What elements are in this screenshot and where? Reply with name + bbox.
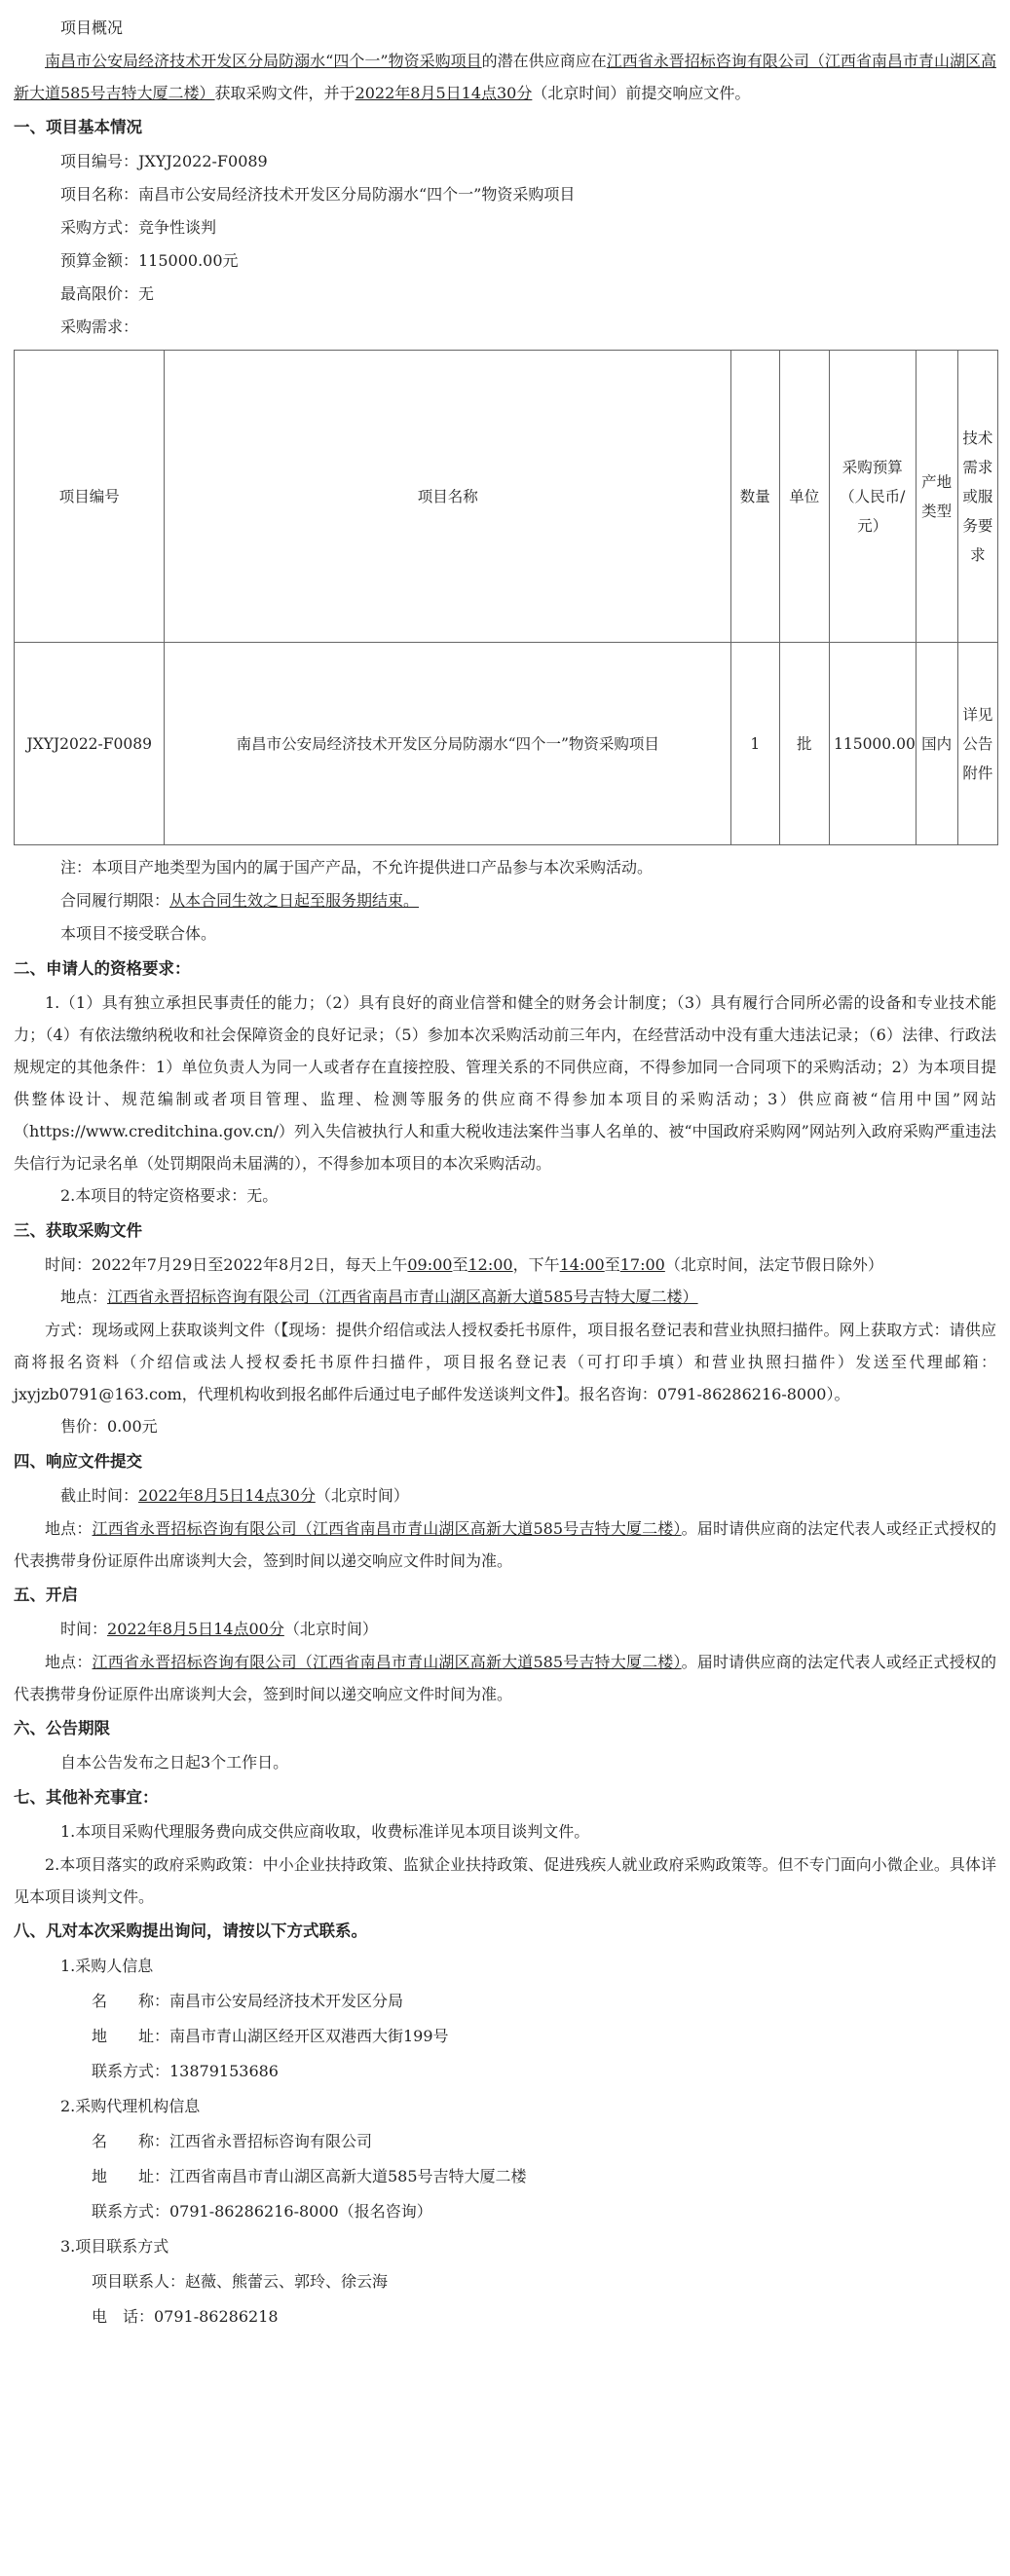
opening-time-label: 时间： bbox=[60, 1620, 108, 1638]
opening-place bbox=[14, 1646, 996, 1710]
project-name: 项目名称：南昌市公安局经济技术开发区分局防溺水“四个一”物资采购项目 bbox=[60, 185, 576, 204]
contact-phone: 电 话：0791-86286218 bbox=[92, 2307, 279, 2326]
section-2-heading: 二、申请人的资格要求： bbox=[14, 959, 191, 978]
submission-deadline bbox=[14, 1479, 996, 1512]
cell-quantity: 1 bbox=[731, 643, 779, 845]
cell-tech-requirements: 详见公告附件 bbox=[957, 643, 997, 845]
obtain-time bbox=[14, 1249, 996, 1281]
overview-text-1: 的潜在供应商应在 bbox=[481, 52, 607, 70]
deadline-label: 截止时间： bbox=[60, 1486, 139, 1505]
contact-people: 项目联系人：赵薇、熊蕾云、郭玲、徐云海 bbox=[92, 2272, 389, 2291]
header-budget: 采购预算（人民币/元） bbox=[829, 351, 916, 643]
section-4-heading: 四、响应文件提交 bbox=[14, 1452, 142, 1471]
contract-period-label: 合同履行期限： bbox=[60, 891, 170, 910]
opening-place-value: 江西省永晋招标咨询有限公司（江西省南昌市青山湖区高新大道585号吉特大厦二楼） bbox=[92, 1653, 682, 1671]
project-code: 项目编号：JXYJ2022-F0089 bbox=[60, 152, 268, 170]
overview-title: 项目概况 bbox=[60, 19, 124, 37]
opening-time bbox=[14, 1613, 996, 1646]
supplement-item-1: 1.本项目采购代理服务费向成交供应商收取，收费标准详见本项目谈判文件。 bbox=[60, 1822, 590, 1841]
obtain-time-to-1: 至 bbox=[452, 1255, 468, 1274]
agency-title: 2.采购代理机构信息 bbox=[60, 2097, 201, 2115]
cell-origin-type: 国内 bbox=[916, 643, 957, 845]
header-project-name: 项目名称 bbox=[165, 351, 731, 643]
obtain-method: 方式：现场或网上获取谈判文件（【现场：提供介绍信或法人授权委托书原件，项目报名登记表和营业执照扫描件。网上获取方式：请供应商将报名资料（介绍信或法人授权委托书原件扫描件，项目报名登记表（可打印手填）和营业执照扫描件）发送至代理邮箱：jxyjzb0791@163.com，代理机构收到报名邮件后通过电子邮件发送谈判文件】。报名咨询：0791-86286216-8000）。 bbox=[14, 1321, 996, 1403]
header-project-code: 项目编号 bbox=[15, 351, 165, 643]
opening-place-label: 地点： bbox=[45, 1653, 93, 1671]
announcement-period: 自本公告发布之日起3个工作日。 bbox=[60, 1753, 289, 1772]
obtain-time-suffix: （北京时间，法定节假日除外） bbox=[664, 1255, 883, 1274]
deadline-value: 2022年8月5日14点30分 bbox=[138, 1486, 316, 1505]
contract-period-value: 从本合同生效之日起至服务期结束。 bbox=[169, 891, 420, 910]
budget-amount: 预算金额：115000.00元 bbox=[60, 251, 239, 270]
header-tech-requirements: 技术需求或服务要求 bbox=[957, 351, 997, 643]
obtain-place-value: 江西省永晋招标咨询有限公司（江西省南昌市青山湖区高新大道585号吉特大厦二楼） bbox=[107, 1288, 698, 1306]
submission-place-value: 江西省永晋招标咨询有限公司（江西省南昌市青山湖区高新大道585号吉特大厦二楼） bbox=[92, 1519, 682, 1538]
morning-end: 12:00 bbox=[468, 1255, 513, 1274]
table-row bbox=[15, 643, 998, 845]
section-5-heading: 五、开启 bbox=[14, 1586, 78, 1604]
section-6-heading: 六、公告期限 bbox=[14, 1719, 110, 1737]
table-note: 注：本项目产地类型为国内的属于国产产品，不允许提供进口产品参与本次采购活动。 bbox=[60, 858, 654, 877]
obtain-place-label: 地点： bbox=[60, 1288, 108, 1306]
header-origin-type: 产地类型 bbox=[916, 351, 957, 643]
purchaser-name: 名 称：南昌市公安局经济技术开发区分局 bbox=[92, 1992, 404, 2010]
purchaser-title: 1.采购人信息 bbox=[60, 1957, 154, 1975]
obtain-time-text: 时间：2022年7月29日至2022年8月2日，每天上午 bbox=[45, 1255, 408, 1274]
submission-place-suffix: 。届时请供应商的法定代表人或经正式授权的代表携带身份证原件出席谈判大会，签到时间以递交响应文件时间为准。 bbox=[14, 1519, 996, 1570]
section-7-heading: 七、其他补充事宜： bbox=[14, 1788, 159, 1807]
obtain-time-afternoon: ，下午 bbox=[512, 1255, 560, 1274]
qualification-item-2: 2.本项目的特定资格要求：无。 bbox=[60, 1186, 279, 1205]
supplement-item-2: 2.本项目落实的政府采购政策：中小企业扶持政策、监狱企业扶持政策、促进残疾人就业政府采购政策等。但不专门面向小微企业。具体详见本项目谈判文件。 bbox=[14, 1855, 996, 1906]
section-8-heading: 八、凡对本次采购提出询问，请按以下方式联系。 bbox=[14, 1922, 367, 1940]
cell-project-code: JXYJ2022-F0089 bbox=[15, 643, 165, 845]
overview-deadline: 2022年8月5日14点30分 bbox=[355, 84, 533, 102]
opening-time-suffix: （北京时间） bbox=[283, 1620, 378, 1638]
submission-place bbox=[14, 1512, 996, 1577]
opening-place-suffix: 。届时请供应商的法定代表人或经正式授权的代表携带身份证原件出席谈判大会，签到时间以递交响应文件时间为准。 bbox=[14, 1653, 996, 1703]
max-price: 最高限价：无 bbox=[60, 284, 155, 303]
document-price: 售价：0.00元 bbox=[60, 1417, 158, 1436]
agency-address: 地 址：江西省南昌市青山湖区高新大道585号吉特大厦二楼 bbox=[92, 2167, 527, 2185]
afternoon-end: 17:00 bbox=[619, 1255, 665, 1274]
consortium-note: 本项目不接受联合体。 bbox=[60, 924, 217, 943]
header-quantity: 数量 bbox=[731, 351, 779, 643]
section-3-heading: 三、获取采购文件 bbox=[14, 1221, 142, 1240]
section-1-heading: 一、项目基本情况 bbox=[14, 118, 142, 136]
agency-name: 名 称：江西省永晋招标咨询有限公司 bbox=[92, 2132, 373, 2150]
overview-project-name: 南昌市公安局经济技术开发区分局防溺水“四个一”物资采购项目 bbox=[45, 52, 482, 70]
agency-phone: 联系方式：0791-86286216-8000（报名咨询） bbox=[92, 2202, 432, 2221]
overview-agency: 江西省永晋招标咨询有限公司（江西省南昌市青山湖区高新大道585号吉特大厦二楼） bbox=[14, 52, 996, 102]
obtain-place bbox=[14, 1281, 996, 1314]
cell-project-name: 南昌市公安局经济技术开发区分局防溺水“四个一”物资采购项目 bbox=[165, 643, 731, 845]
obtain-time-to-2: 至 bbox=[604, 1255, 620, 1274]
contact-title: 3.项目联系方式 bbox=[60, 2237, 169, 2256]
purchaser-phone: 联系方式：13879153686 bbox=[92, 2062, 279, 2080]
header-unit: 单位 bbox=[779, 351, 829, 643]
contract-period bbox=[14, 884, 996, 917]
qualification-item-1: 1.（1）具有独立承担民事责任的能力；（2）具有良好的商业信誉和健全的财务会计制度；（3）具有履行合同所必需的设备和专业技术能力；（4）有依法缴纳税收和社会保障资金的良好记录；（5）参加本次采购活动前三年内，在经营活动中没有重大违法记录；（6）法律、行政法规规定的其他条件：1）单位负责人为同一人或者存在直接控股、管理关系的不同供应商，不得参加同一合同项下的采购活动；2）为本项目提供整体设计、规范编制或者项目管理、监理、检测等服务的供应商不得参加本项目的采购活动；3）供应商被“信用中国”网站（https://www.creditchina.gov.cn/）列入失信被执行人和重大税收违法案件当事人名单的、被“中国政府采购网”网站列入政府采购严重违法失信行为记录名单（处罚期限尚未届满的），不得参加本项目的本次采购活动。 bbox=[14, 993, 996, 1173]
procurement-method: 采购方式：竞争性谈判 bbox=[60, 218, 217, 237]
overview-text-3: （北京时间）前提交响应文件。 bbox=[532, 84, 751, 102]
cell-budget: 115000.00 bbox=[829, 643, 916, 845]
submission-place-label: 地点： bbox=[45, 1519, 93, 1538]
procurement-demand-label: 采购需求： bbox=[60, 317, 139, 336]
requirements-table bbox=[14, 350, 998, 845]
cell-unit: 批 bbox=[779, 643, 829, 845]
afternoon-start: 14:00 bbox=[559, 1255, 605, 1274]
deadline-suffix: （北京时间） bbox=[315, 1486, 409, 1505]
overview-paragraph bbox=[14, 45, 996, 109]
morning-start: 09:00 bbox=[407, 1255, 453, 1274]
overview-text-2: 获取采购文件，并于 bbox=[214, 84, 355, 102]
opening-time-value: 2022年8月5日14点00分 bbox=[107, 1620, 284, 1638]
table-header-row bbox=[15, 351, 998, 643]
purchaser-address: 地 址：南昌市青山湖区经开区双港西大街199号 bbox=[92, 2027, 449, 2045]
